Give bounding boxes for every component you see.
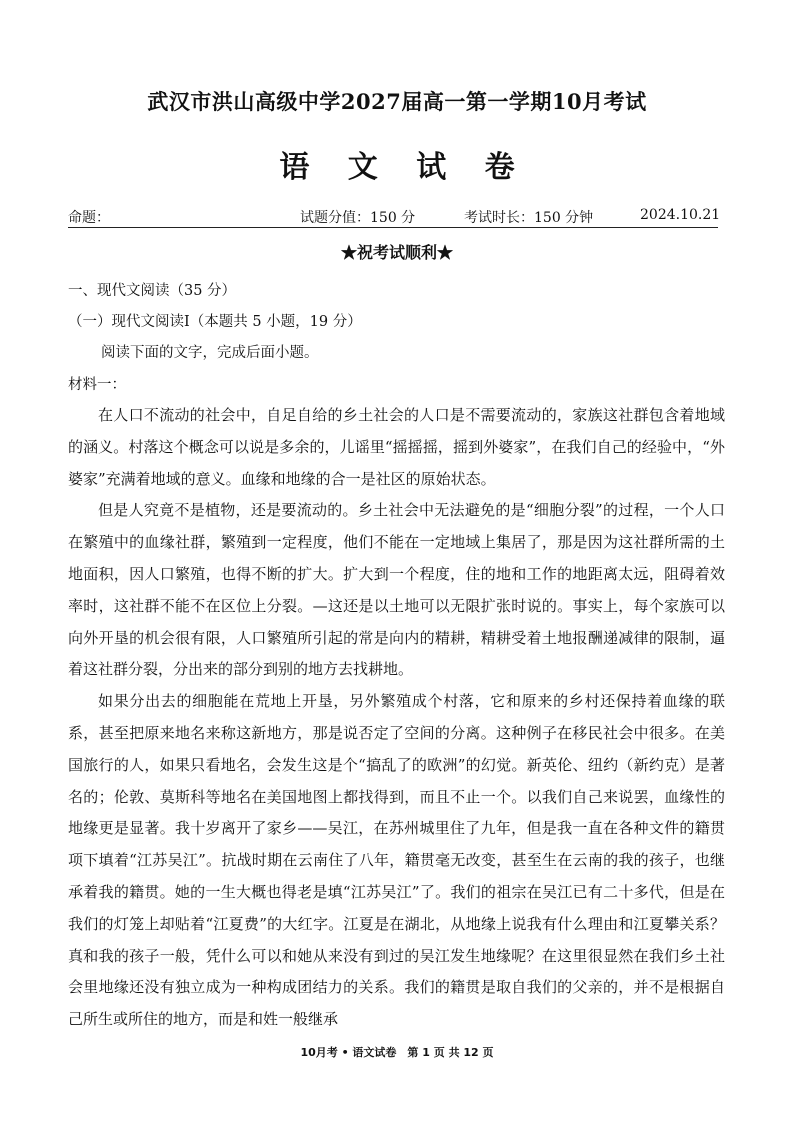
paragraph: 但是人究竟不是植物，还是要流动的。乡土社会中无法避免的是“细胞分裂”的过程，一个人口在繁殖中的血缘社群，繁殖到一定程度，他们不能在一定地域上集居了，那是因为这社群所需的土地面积，因人口繁殖，也得不断的扩大。扩大到一个程度，住的地和工作的地距离太远，阻碍着效率时，这社群不能不在区位上分裂。—这还是以土地可以无限扩张时说的。事实上，每个家族可以向外开垦的机会很有限，人口繁殖所引起的常是向内的精耕，精耕受着土地报酬递减律的限制，逼着这社群分裂，分出来的部分到别的地方去找耕地。 [68, 501, 725, 679]
exam-date: 2024.10.21 [640, 207, 721, 223]
paragraph: 如果分出去的细胞能在荒地上开垦，另外繁殖成个村落，它和原来的乡村还保持着血缘的联系，甚至把原来地名来称这新地方，那是说否定了空间的分离。这种例子在移民社会中很多。在美国旅行的人，如果只看地名，会发生这是个“搞乱了的欧洲”的幻觉。新英伦、纽约（新约克）是著名的；伦敦、莫斯科等地名在美国地图上都找得到，而且不止一个。以我们自己来说罢，血缘性的地缘更是显著。我十岁离开了家乡——吴江，在苏州城里住了九年，但是我一直在各种文件的籍贯项下填着“江苏吴江”。抗战时期在云南住了八年，籍贯毫无改变，甚至生在云南的我的孩子，也继承着我的籍贯。她的一生大概也得老是填“江苏吴江”了。我们的祖宗在吴江已有二十多代，但是在我们的灯笼上却贴着“江夏费”的大红字。江夏是在湖北，从地缘上说我有什么理由和江夏攀关系？真和我的孩子一般，凭什么可以和她从来没有到过的吴江发生地缘呢？在这里很显然在我们乡土社会里地缘还没有独立成为一种构成团结力的关系。我们的籍贯是取自我们的父亲的，并不是根据自己所生或所住的地方，而是和姓一般继承 [68, 692, 725, 1029]
paragraph: 在人口不流动的社会中，自足自给的乡土社会的人口是不需要流动的，家族这社群包含着地域的涵义。村落这个概念可以说是多余的，儿谣里“摇摇摇，摇到外婆家”，在我们自己的经验中，“外婆家”充满着地域的意义。血缘和地缘的合一是社区的原始状态。 [68, 406, 725, 488]
setter-label: 命题： [68, 210, 110, 226]
blessing-line: ★祝考试顺利★ [340, 243, 453, 262]
subject-title: 语 文 试 卷 [279, 150, 529, 185]
material-label: 材料一： [68, 377, 126, 393]
page-footer: 10月考 • 语文试卷 第 1 页 共 12 页 [300, 1046, 494, 1059]
instruction: 阅读下面的文字，完成后面小题。 [101, 345, 319, 361]
exam-meta-row [68, 205, 721, 228]
reading-passage [68, 400, 725, 1036]
time-info: 考试时长：150 分钟 [464, 210, 594, 226]
sub-heading: （一）现代文阅读Ⅰ（本题共 5 小题，19 分） [68, 314, 362, 330]
score-info: 试题分值：150 分 [300, 210, 416, 226]
part-heading: 一、现代文阅读（35 分） [68, 283, 237, 299]
exam-title: 武汉市洪山高级中学2027届高一第一学期10月考试 [147, 89, 647, 114]
